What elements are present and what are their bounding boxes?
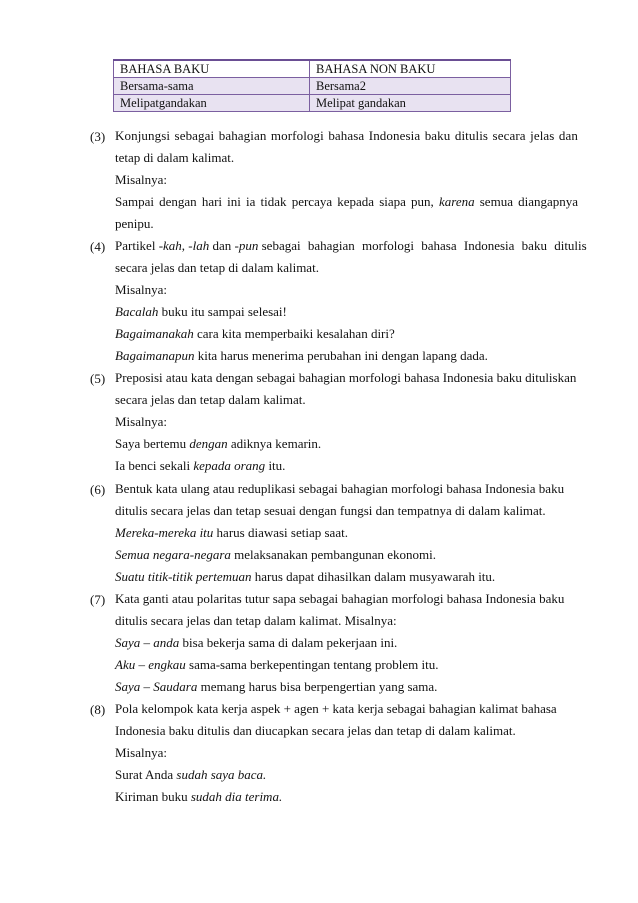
item-text-line [115, 654, 578, 675]
table-cell: Bersama2 [310, 78, 511, 95]
text-segment: , [181, 238, 186, 253]
item-text-line: ditulis secara jelas dan tetap sesuai dengan fungsi dan tempatnya di dalam kalimat. [115, 503, 546, 518]
item-text-line: secara jelas dan tetap di dalam kalimat. [115, 260, 319, 275]
item-text-line: Preposisi atau kata dengan sebagai bahagian morfologi bahasa Indonesia baku dituliskan [115, 370, 577, 385]
italic-text: Suatu titik-titik pertemuan [115, 569, 252, 584]
item-text-line: Pola kelompok kata kerja aspek + agen + kata kerja sebagai bahagian kalimat bahasa [115, 701, 557, 716]
italic-text: Semua negara-negara [115, 547, 231, 562]
table-row [114, 78, 511, 95]
text-segment: harus diawasi setiap saat. [213, 525, 348, 540]
item-number: (8) [90, 702, 106, 717]
item-text-line [115, 191, 578, 212]
text-segment: Kiriman buku [115, 789, 191, 804]
item-text-line: Bentuk kata ulang atau reduplikasi sebagai bahagian morfologi bahasa Indonesia baku [115, 481, 565, 496]
item-text-line [115, 455, 578, 476]
item-text [115, 191, 578, 212]
italic-text: -kah [158, 238, 182, 253]
italic-text: dengan [189, 436, 228, 451]
italic-text: Aku – engkau [115, 657, 186, 672]
item-text-line [115, 125, 578, 146]
table-cell: Bersama-sama [114, 78, 310, 95]
text-segment: kita harus menerima perubahan ini dengan lapang dada. [194, 348, 488, 363]
item-text-line [115, 566, 578, 587]
text-segment: sama-sama berkepentingan tentang problem itu. [185, 657, 439, 672]
italic-text: Saya – Saudara [115, 679, 198, 694]
text-segment: Surat Anda [115, 767, 177, 782]
italic-text: Saya – anda [115, 635, 180, 650]
item-text-line: Misalnya: [115, 282, 167, 297]
item-text-line [115, 323, 578, 344]
item-text-line: Misalnya: [115, 745, 167, 760]
text-segment: melaksanakan pembangunan ekonomi. [230, 547, 436, 562]
table-header-row [114, 60, 511, 78]
italic-text: sudah saya baca. [176, 767, 267, 782]
item-text-line [115, 764, 578, 785]
text-segment: bisa bekerja sama di dalam pekerjaan ini. [179, 635, 398, 650]
italic-text: Mereka-mereka itu [115, 525, 214, 540]
italic-text: Bagaimanakah [115, 326, 194, 341]
item-number: (3) [90, 129, 106, 144]
item-text-line: penipu. [115, 216, 154, 231]
text-segment: adiknya kemarin. [227, 436, 322, 451]
item-text-line [115, 632, 578, 653]
item-text-line [115, 301, 578, 322]
text-segment: sebagai bahagian morfologi bahasa Indonesia baku ditulis [261, 238, 587, 253]
item-text-line [115, 544, 578, 565]
item-number: (7) [90, 592, 106, 607]
text-segment: memang harus bisa berpengertian yang sama. [197, 679, 438, 694]
item-text-line: Misalnya: [115, 172, 167, 187]
table-header-cell: BAHASA NON BAKU [310, 60, 511, 78]
italic-text: Bagaimanapun [115, 348, 195, 363]
italic-text: kepada orang [193, 458, 266, 473]
item-text-line [115, 786, 578, 807]
text-segment: buku itu sampai selesai! [158, 304, 287, 319]
item-number: (4) [90, 239, 106, 254]
text-segment: dan [212, 238, 232, 253]
item-text-line: ditulis secara jelas dan tetap dalam kalimat. Misalnya: [115, 613, 397, 628]
item-number: (5) [90, 371, 106, 386]
item-text-line [115, 522, 578, 543]
text-segment: itu. [265, 458, 286, 473]
text-segment: semua diangapnya [479, 194, 579, 209]
text-segment: cara kita memperbaiki kesalahan diri? [193, 326, 395, 341]
item-text: Konjungsi sebagai bahagian morfologi bahasa Indonesia baku ditulis secara jelas dan [115, 128, 578, 143]
table-cell: Melipatgandakan [114, 95, 310, 112]
item-text-line: secara jelas dan tetap dalam kalimat. [115, 392, 306, 407]
text-segment: harus dapat dihasilkan dalam musyawarah itu. [251, 569, 496, 584]
item-text-line [115, 235, 587, 256]
table-row [114, 95, 511, 112]
italic-text: -lah [188, 238, 210, 253]
item-text-line: Misalnya: [115, 414, 167, 429]
item-text-line: Kata ganti atau polaritas tutur sapa sebagai bahagian morfologi bahasa Indonesia baku [115, 591, 565, 606]
item-text-line: Indonesia baku ditulis dan diucapkan secara jelas dan tetap di dalam kalimat. [115, 723, 516, 738]
italic-text: Bacalah [115, 304, 159, 319]
item-text-line [115, 676, 578, 697]
item-text-line [115, 345, 578, 366]
table-cell: Melipat gandakan [310, 95, 511, 112]
table-header-cell: BAHASA BAKU [114, 60, 310, 78]
text-segment: Partikel [115, 238, 156, 253]
text-segment: Ia benci sekali [115, 458, 194, 473]
item-text-line [115, 433, 578, 454]
text-segment: Sampai dengan hari ini ia tidak percaya kepada siapa pun, [115, 194, 434, 209]
italic-text: -pun [234, 238, 259, 253]
item-number: (6) [90, 482, 106, 497]
comparison-table [113, 59, 511, 112]
text-segment: Saya bertemu [115, 436, 190, 451]
italic-text: sudah dia terima. [190, 789, 283, 804]
item-text-line: tetap di dalam kalimat. [115, 150, 235, 165]
italic-text: karena [438, 194, 475, 209]
